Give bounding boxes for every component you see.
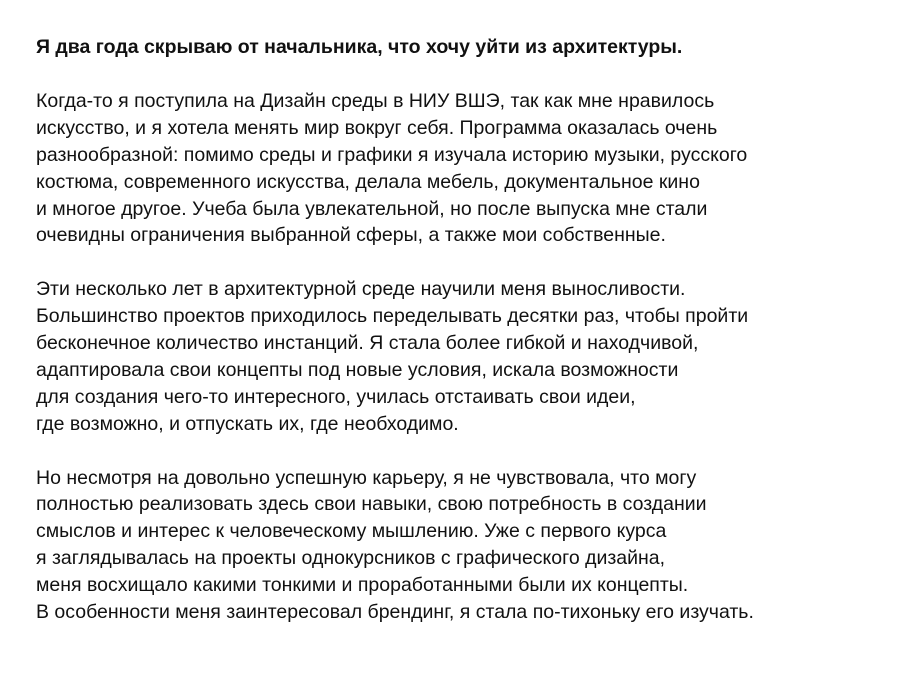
paragraph-line: Большинство проектов приходилось переделывать десятки раз, чтобы пройти [36,305,749,328]
paragraph-line: Эти несколько лет в архитектурной среде научили меня выносливости. [36,278,686,301]
paragraph-line: полностью реализовать здесь свои навыки, свою потребность в создании [36,493,707,516]
paragraph-line: бесконечное количество инстанций. Я стала более гибкой и находчивой, [36,332,699,355]
paragraph-line: где возможно, и отпускать их, где необходимо. [36,412,459,435]
paragraph-line: меня восхищало какими тонкими и проработанными были их концепты. [36,574,689,597]
paragraph-2 [36,276,886,437]
paragraph-3 [36,465,886,626]
paragraph-line: адаптировала свои концепты под новые условия, искала возможности [36,358,679,381]
paragraph-line: разнообразной: помимо среды и графики я изучала историю музыки, русского [36,143,748,166]
paragraph-1 [36,88,886,249]
paragraph-line: я заглядывалась на проекты однокурсников с графического дизайна, [36,547,666,570]
paragraph-line: очевидны ограничения выбранной сферы, а также мои собственные. [36,224,666,247]
paragraph-line: и многое другое. Учеба была увлекательной, но после выпуска мне стали [36,197,708,220]
paragraph-line: искусство, и я хотела менять мир вокруг себя. Программа оказалась очень [36,116,718,139]
paragraph-line: Но несмотря на довольно успешную карьеру, я не чувствовала, что могу [36,466,697,489]
paragraph-line: В особенности меня заинтересовал брендинг, я стала по-тихоньку его изучать. [36,601,754,624]
document-title: Я два года скрываю от начальника, что хочу уйти из архитектуры. [36,36,683,58]
paragraph-line: костюма, современного искусства, делала мебель, документальное кино [36,170,700,193]
paragraph-line: смыслов и интерес к человеческому мышлению. Уже с первого курса [36,520,667,543]
paragraph-line: для создания чего-то интересного, училась отстаивать свои идеи, [36,385,636,408]
paragraph-line: Когда-то я поступила на Дизайн среды в НИУ ВШЭ, так как мне нравилось [36,89,715,112]
document [36,34,886,653]
